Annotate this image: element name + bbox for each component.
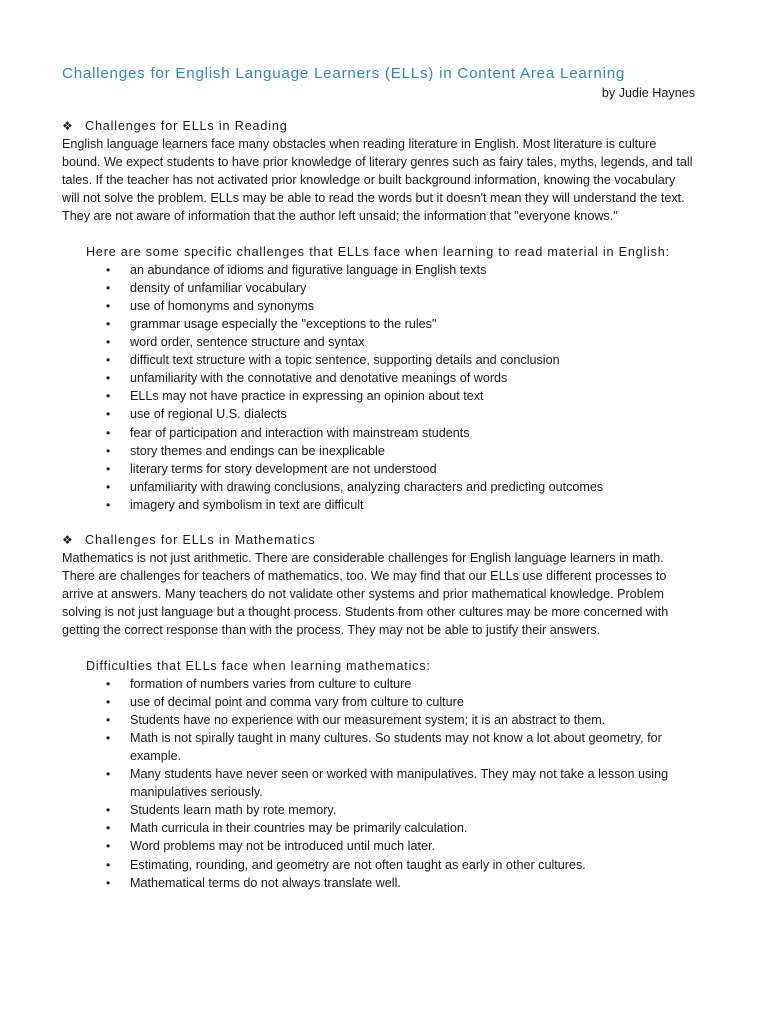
math-paragraph: Mathematics is not just arithmetic. There are considerable challenges for English language learners in math. There are challenges for teachers of mathematics, too. We may find that our ELLs use different processes to arrive at answers. Many teachers do not validate other systems and prior mathematical knowledge. Problem solving is not just language but a thought process. Students from other cultures may be more concerned with getting the correct response than with the process. They may not be able to justify their answers. [62, 551, 669, 638]
diamond-bullet-icon: ❖ [62, 119, 74, 133]
list-item: • Math is not spirally taught in many cultures. So students may not know a lot about geometry, for example. [130, 729, 694, 765]
list-item: • density of unfamiliar vocabulary [130, 279, 694, 297]
list-item: • use of regional U.S. dialects [130, 405, 694, 423]
list-item: • Many students have never seen or worked with manipulatives. They may not take a lesson using manipulatives seriously. [130, 765, 694, 801]
math-difficulties-list [62, 675, 694, 892]
list-item: • an abundance of idioms and figurative language in English texts [130, 261, 694, 279]
list-item: • Students learn math by rote memory. [130, 801, 694, 819]
math-heading [62, 531, 694, 549]
list-item: • grammar usage especially the "exceptions to the rules" [130, 315, 694, 333]
math-list-intro: Difficulties that ELLs face when learning mathematics: [86, 658, 431, 673]
reading-heading-text: Challenges for ELLs in Reading [85, 119, 288, 133]
reading-list-intro: Here are some specific challenges that ELLs face when learning to read material in English: [86, 244, 670, 259]
reading-paragraph: English language learners face many obstacles when reading literature in English. Most literature is culture bound. We expect students to have prior knowledge of literary genres such as fairy tales, myths, legends, and tall tales. If the teacher has not activated prior knowledge or built background information, knowing the vocabulary will not solve the problem. ELLs may be able to read the words but it doesn't mean they will understand the text. They are not aware of information that the author left unsaid; the information that "everyone knows." [62, 137, 693, 224]
list-item: • Word problems may not be introduced until much later. [130, 837, 694, 855]
math-section [62, 531, 694, 892]
list-item: • Estimating, rounding, and geometry are not often taught as early in other cultures. [130, 856, 694, 874]
list-item: • unfamiliarity with the connotative and denotative meanings of words [130, 369, 694, 387]
list-item: • fear of participation and interaction with mainstream students [130, 424, 694, 442]
list-item: • Students have no experience with our measurement system; it is an abstract to them. [130, 711, 694, 729]
list-item: • literary terms for story development are not understood [130, 460, 694, 478]
diamond-bullet-icon: ❖ [62, 532, 74, 547]
reading-challenges-list [62, 261, 694, 514]
list-item: • story themes and endings can be inexplicable [130, 442, 694, 460]
list-item: • unfamiliarity with drawing conclusions, analyzing characters and predicting outcomes [130, 478, 694, 496]
list-item: • imagery and symbolism in text are difficult [130, 496, 694, 514]
author-byline: by Judie Haynes [601, 86, 695, 100]
reading-section [62, 117, 694, 514]
math-heading-text: Challenges for ELLs in Mathematics [85, 532, 316, 547]
list-item: • use of homonyms and synonyms [130, 297, 694, 315]
list-item: • Mathematical terms do not always translate well. [130, 874, 694, 892]
list-item: • use of decimal point and comma vary from culture to culture [130, 693, 694, 711]
list-item: • ELLs may not have practice in expressing an opinion about text [130, 387, 694, 405]
list-item: • word order, sentence structure and syntax [130, 333, 694, 351]
list-item: • difficult text structure with a topic sentence, supporting details and conclusion [130, 351, 694, 369]
list-item: • Math curricula in their countries may be primarily calculation. [130, 819, 694, 837]
document-title: Challenges for English Language Learners (ELLs) in Content Area Learning [62, 65, 626, 82]
reading-heading [62, 117, 694, 135]
list-item: • formation of numbers varies from culture to culture [130, 675, 694, 693]
